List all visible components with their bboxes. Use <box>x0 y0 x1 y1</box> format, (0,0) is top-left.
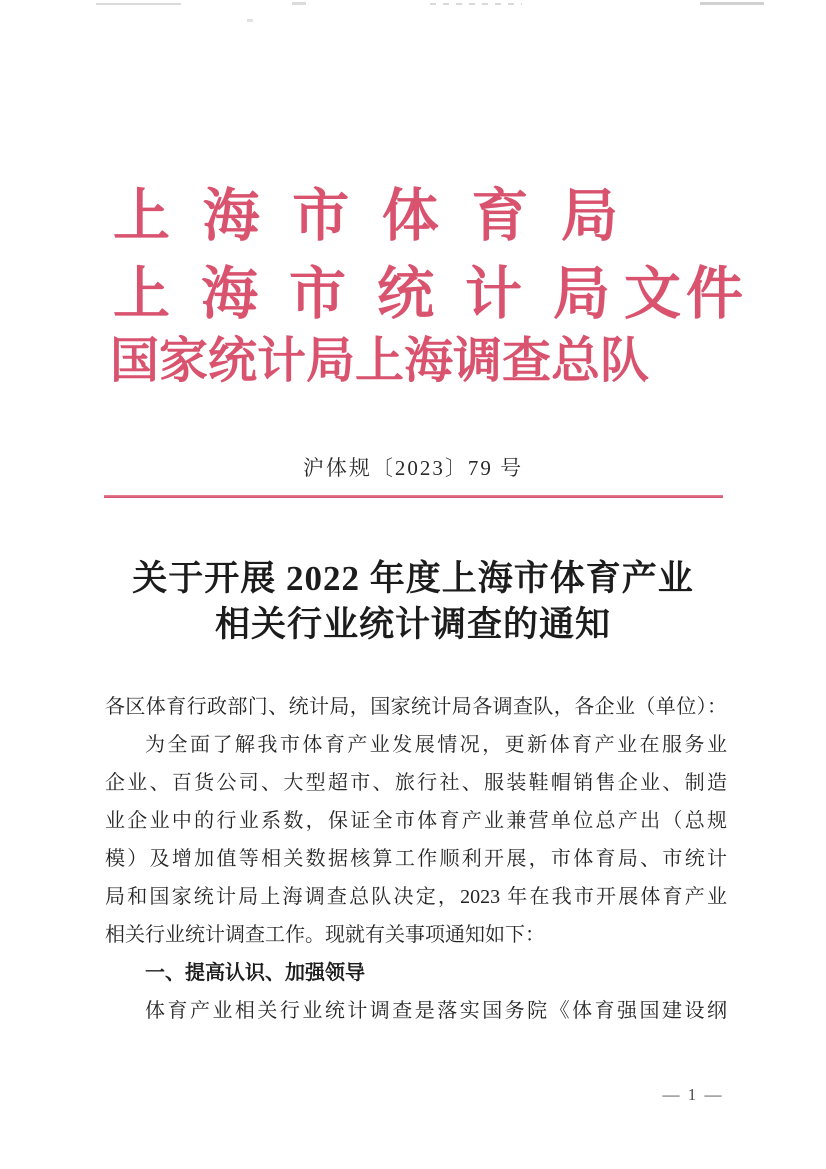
scan-artifact <box>247 19 253 22</box>
document-title <box>0 556 826 648</box>
paragraph-line: 为全面了解我市体育产业发展情况，更新体育产业在服务业 <box>145 734 727 756</box>
letterhead-document-word: 文件 <box>624 263 748 326</box>
document-reference-number: 沪体规〔2023〕79 号 <box>302 456 524 480</box>
paragraph-line: 业企业中的行业系数，保证全市体育产业兼营单位总产出（总规 <box>105 810 727 832</box>
letterhead-line-survey-team: 国家统计局上海调查总队 <box>110 333 650 388</box>
paragraph-line: 相关行业统计调查工作。现就有关事项通知如下： <box>105 924 545 946</box>
letterhead-line-statistics-bureau <box>113 264 748 326</box>
scan-artifact <box>96 3 181 5</box>
document-title-line-1: 关于开展 2022 年度上海市体育产业 <box>132 559 694 598</box>
document-title-line-2: 相关行业统计调查的通知 <box>214 605 611 644</box>
red-divider-line <box>104 495 723 498</box>
letterhead-line-sports-bureau <box>113 186 618 248</box>
document-body <box>105 688 727 1030</box>
section-1-heading: 一、提高认识、加强领导 <box>145 962 365 984</box>
paragraph-line: 企业、百货公司、大型超市、旅行社、服装鞋帽销售企业、制造 <box>105 772 727 794</box>
paragraph-line: 模）及增加值等相关数据核算工作顺利开展，市体育局、市统计 <box>105 848 727 870</box>
scan-artifact <box>430 3 522 5</box>
scan-artifact <box>292 2 306 5</box>
letterhead-agency-1: 上海市体育局 <box>113 185 618 248</box>
paragraph-line: 局和国家统计局上海调查总队决定，2023 年在我市开展体育产业 <box>105 886 727 908</box>
paragraph-line: 体育产业相关行业统计调查是落实国务院《体育强国建设纲 <box>145 1000 727 1022</box>
letterhead-agency-2: 上海市统计局 <box>113 263 610 326</box>
page-number: — 1 — <box>662 1085 724 1104</box>
salutation-line: 各区体育行政部门、统计局，国家统计局各调查队，各企业（单位）： <box>105 696 727 718</box>
scan-artifact <box>700 2 764 5</box>
